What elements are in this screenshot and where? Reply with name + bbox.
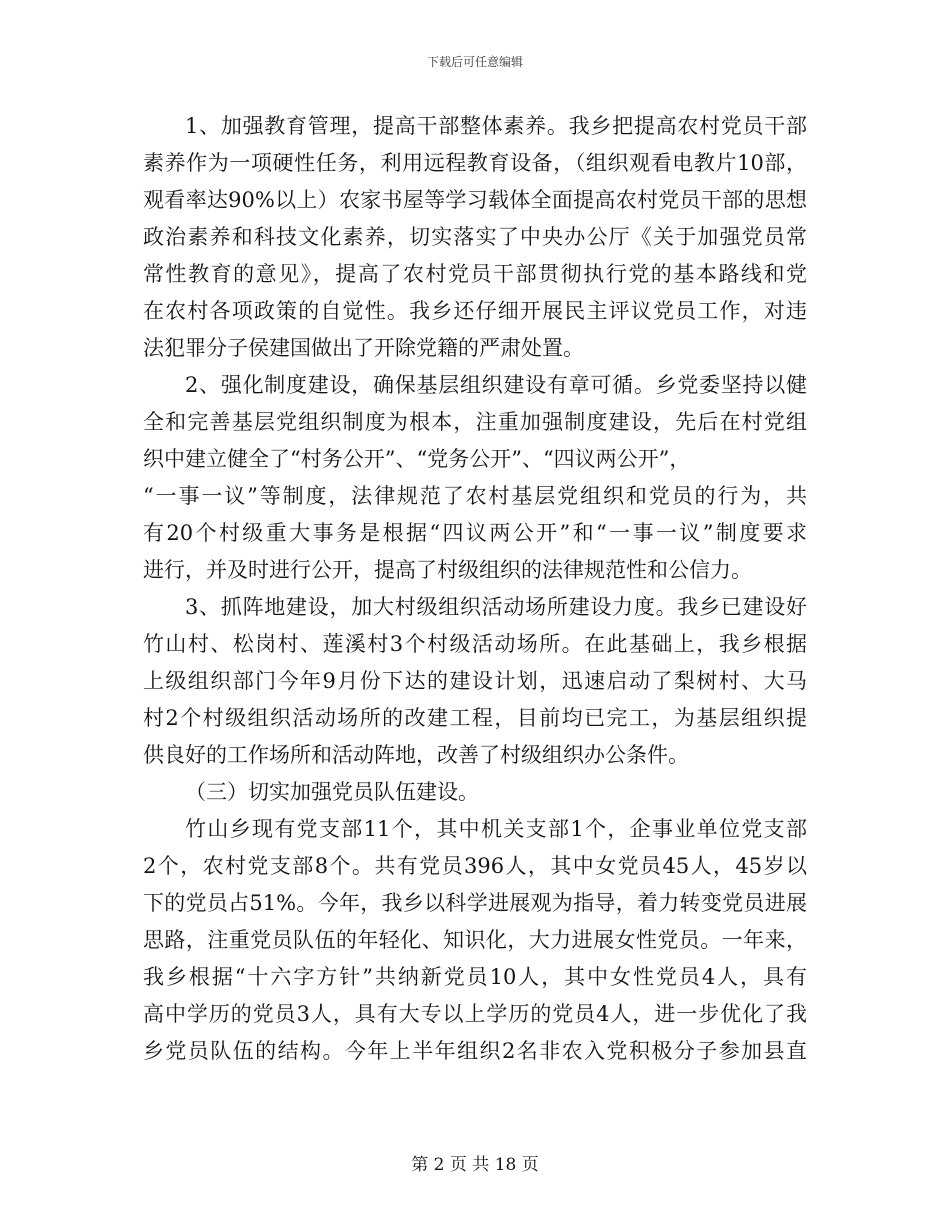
page-header-note: 下载后可任意编辑 bbox=[426, 55, 523, 69]
document-body bbox=[143, 108, 807, 1070]
text-line: 进行，并及时进行公开，提高了村级组织的法律规范性和公信力。 bbox=[143, 558, 752, 582]
page-number-footer: 第 2 页 共 18 页 bbox=[411, 1155, 539, 1175]
section-heading bbox=[143, 774, 807, 811]
paragraph-education-management bbox=[143, 108, 807, 367]
text-line: 观看率达90%以上）农家书屋等学习载体全面提高农村党员干部的思想 bbox=[143, 188, 807, 212]
paragraph-venue-building bbox=[143, 589, 807, 774]
text-line: 有20个村级重大事务是根据“四议两公开”和“一事一议”制度要求 bbox=[143, 521, 807, 545]
text-line: 竹山村、松岗村、莲溪村3个村级活动场所。在此基础上，我乡根据 bbox=[143, 632, 807, 656]
section-heading-text: （三）切实加强党员队伍建设。 bbox=[185, 780, 479, 804]
text-line: 村2个村级组织活动场所的改建工程，目前均已完工，为基层组织提 bbox=[143, 706, 807, 730]
text-line: 常性教育的意见》，提高了农村党员干部贯彻执行党的基本路线和党 bbox=[143, 262, 807, 286]
text-line: 思路，注重党员队伍的年轻化、知识化，大力进展女性党员。一年来， bbox=[143, 928, 807, 952]
text-line: 乡党员队伍的结构。今年上半年组织2名非农入党积极分子参加县直 bbox=[143, 1039, 807, 1063]
text-line: 素养作为一项硬性任务，利用远程教育设备，（组织观看电教片10部， bbox=[143, 151, 807, 175]
text-line: 1、加强教育管理，提高干部整体素养。我乡把提高农村党员干部 bbox=[185, 114, 807, 138]
text-line: 法犯罪分子侯建国做出了开除党籍的严肃处置。 bbox=[143, 336, 584, 360]
text-line: 3、抓阵地建设，加大村级组织活动场所建设力度。我乡已建设好 bbox=[185, 595, 807, 619]
text-line: “一事一议”等制度，法律规范了农村基层党组织和党员的行为，共 bbox=[143, 484, 807, 508]
text-line: 供良好的工作场所和活动阵地，改善了村级组织办公条件。 bbox=[143, 743, 689, 767]
text-line: 全和完善基层党组织制度为根本，注重加强制度建设，先后在村党组 bbox=[143, 410, 807, 434]
text-line: 我乡根据“十六字方针”共纳新党员10人，其中女性党员4人，具有 bbox=[143, 965, 807, 989]
text-line: 高中学历的党员3人，具有大专以上学历的党员4人，进一步优化了我 bbox=[143, 1002, 807, 1026]
paragraph-system-building bbox=[143, 367, 807, 589]
text-line: 政治素养和科技文化素养，切实落实了中央办公厅《关于加强党员常 bbox=[143, 225, 807, 249]
text-line: 织中建立健全了“村务公开”、“党务公开”、“四议两公开”， bbox=[143, 447, 691, 471]
text-line: 上级组织部门今年9月份下达的建设计划，迅速启动了梨树村、大马 bbox=[143, 669, 807, 693]
text-line: 2个，农村党支部8个。共有党员396人，其中女党员45人，45岁以 bbox=[143, 854, 807, 878]
text-line: 下的党员占51%。今年，我乡以科学进展观为指导，着力转变党员进展 bbox=[143, 891, 807, 915]
text-line: 竹山乡现有党支部11个，其中机关支部1个，企事业单位党支部 bbox=[185, 817, 807, 841]
text-line: 2、强化制度建设，确保基层组织建设有章可循。乡党委坚持以健 bbox=[185, 373, 807, 397]
text-line: 在农村各项政策的自觉性。我乡还仔细开展民主评议党员工作，对违 bbox=[143, 299, 807, 323]
paragraph-party-member-team bbox=[143, 811, 807, 1070]
